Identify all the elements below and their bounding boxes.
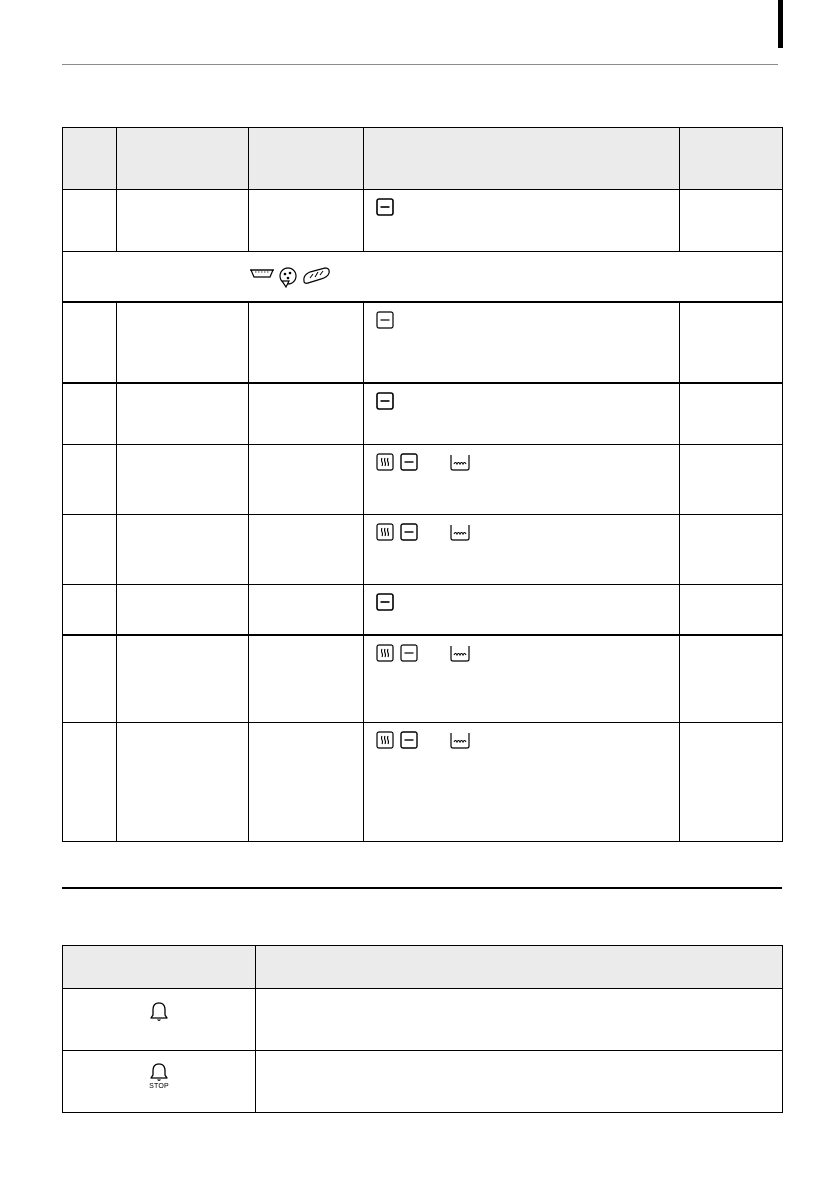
header-cell [364,128,680,190]
table-row [63,635,783,723]
steam-icon [376,523,394,541]
table-row [63,445,783,515]
header-rule [62,64,778,65]
bottom-heat-icon [376,593,394,611]
description-cell [256,1051,783,1113]
function-cell [364,515,680,585]
bell-stop-icon [149,1063,169,1091]
table-row [63,515,783,585]
header-cell [256,946,783,989]
header-cell [63,128,117,190]
table-row [63,585,783,635]
header-cell [63,946,256,989]
food-icons [249,266,331,288]
bottom-heat-icon [400,644,418,662]
section-rule [62,887,782,889]
page-edge-marker [778,0,783,48]
bottom-heat-icon [400,523,418,541]
function-cell [364,302,680,383]
stop-label: STOP [149,1083,169,1090]
table-row [63,723,783,842]
function-cell [364,445,680,515]
bottom-heat-icon [376,311,394,329]
water-tray-icon [449,453,471,471]
table-row [63,989,783,1051]
table-header-row [63,946,783,989]
steam-icon [376,731,394,749]
table-row [63,383,783,445]
steam-icon [376,644,394,662]
table-row [63,302,783,383]
program-table [62,127,783,842]
water-tray-icon [449,731,471,749]
bell-icon [149,1001,169,1023]
header-cell [117,128,249,190]
table-row [63,1051,783,1113]
bottom-heat-icon [376,392,394,410]
bottom-heat-icon [400,453,418,471]
table-row [63,190,783,252]
function-cell [364,190,680,252]
function-cell [364,723,680,842]
group-row [63,252,783,302]
header-cell [249,128,364,190]
description-cell [256,989,783,1051]
pizza-icon [277,266,299,288]
header-cell [680,128,783,190]
bread-icon [301,266,331,288]
bottom-heat-icon [376,198,394,216]
baking-tin-icon [249,266,275,288]
steam-icon [376,453,394,471]
water-tray-icon [449,523,471,541]
alarm-table [62,945,783,1113]
function-cell [364,383,680,445]
function-cell [364,635,680,723]
function-cell [364,585,680,635]
water-tray-icon [449,644,471,662]
bottom-heat-icon [400,731,418,749]
table-header-row [63,128,783,190]
